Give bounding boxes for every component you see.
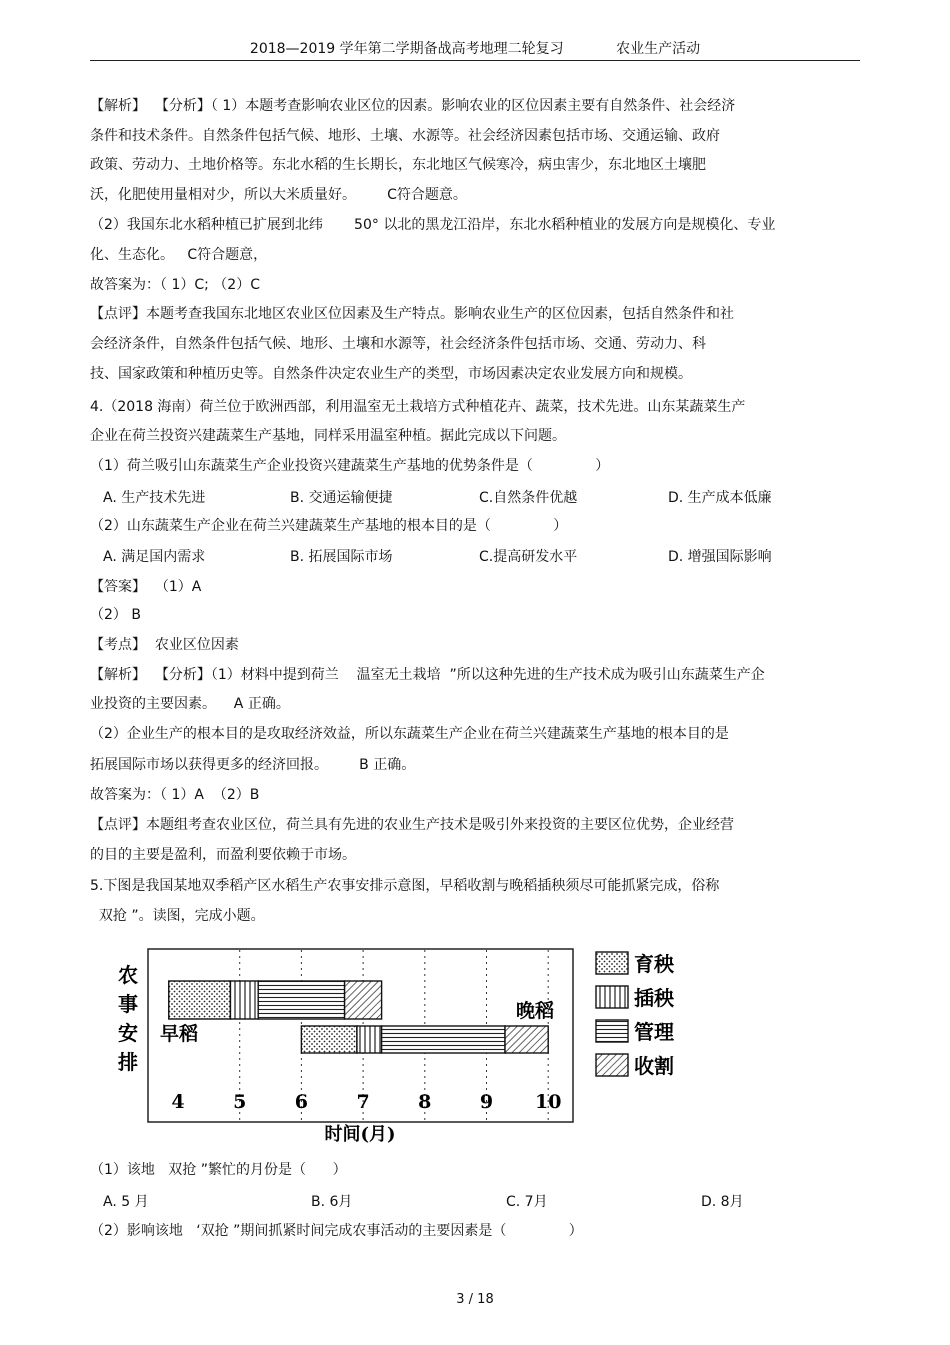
- option: A. 生产技术先进: [103, 490, 206, 506]
- text-line: 【解析】 【分析】（ 1）本题考查影响农业区位的因素。影响农业的区位因素主要有自然条件、社会经济: [90, 98, 736, 114]
- text-line: 故答案为：（ 1）A （2）B: [90, 787, 260, 803]
- text-line: 的目的主要是盈利，而盈利要依赖于市场。: [90, 847, 356, 863]
- header-title: 2018—2019 学年第二学期备战高考地理二轮复习: [249, 41, 564, 57]
- series-label-early: 早稻: [160, 1023, 199, 1045]
- text-line: 化、生态化。 C符合题意，: [90, 247, 268, 263]
- text-line: 5.下图是我国某地双季稻产区水稻生产农事安排示意图，早稻收割与晚稻插秧须尽可能抓紧完成，俗称: [90, 878, 720, 894]
- legend-swatch: [596, 1020, 628, 1042]
- bar-early-segment: [169, 981, 231, 1019]
- y-axis-label-4: 排: [118, 1050, 138, 1074]
- x-axis-label: 时间(月): [324, 1124, 396, 1145]
- bar-early-segment: [258, 981, 344, 1019]
- legend-label: 收割: [634, 1054, 674, 1078]
- x-tick-label: 8: [418, 1091, 432, 1113]
- x-tick-label: 5: [233, 1091, 247, 1113]
- option: D. 增强国际影响: [668, 549, 772, 565]
- x-tick-label: 4: [171, 1091, 185, 1113]
- text-line: 【考点】 农业区位因素: [90, 637, 239, 653]
- option: A. 满足国内需求: [103, 549, 206, 565]
- option: D. 生产成本低廉: [668, 490, 772, 506]
- text-line: 条件和技术条件。自然条件包括气候、地形、土壤、水源等。社会经济因素包括市场、交通运输、政府: [90, 128, 720, 144]
- text-line: （2）山东蔬菜生产企业在荷兰兴建蔬菜生产基地的根本目的是（ ）: [90, 518, 568, 534]
- x-tick-label: 7: [356, 1091, 370, 1113]
- page-header: [90, 38, 860, 61]
- bar-late-segment: [357, 1026, 382, 1053]
- option: C.自然条件优越: [479, 490, 578, 506]
- bar-early-segment: [345, 981, 382, 1019]
- text-line: 4.（2018 海南）荷兰位于欧洲西部，利用温室无土栽培方式种植花卉、蔬菜，技术先进。山东某蔬菜生产: [90, 399, 746, 415]
- text-line: 技、国家政策和种植历史等。自然条件决定农业生产的类型，市场因素决定农业发展方向和规模。: [90, 366, 692, 382]
- text-line: 拓展国际市场以获得更多的经济回报。 B 正确。: [90, 757, 416, 773]
- legend-swatch: [596, 1054, 628, 1076]
- x-tick-label: 9: [479, 1091, 494, 1113]
- text-line: 双抢 ”。读图，完成小题。: [90, 908, 265, 924]
- option: A. 5 月: [103, 1194, 149, 1210]
- legend-label: 插秧: [634, 986, 674, 1010]
- text-line: 【点评】本题考查我国东北地区农业区位因素及生产特点。影响农业生产的区位因素，包括自然条件和社: [90, 306, 734, 322]
- y-axis-label-3: 安: [118, 1021, 138, 1045]
- rice-schedule-chart: [108, 940, 708, 1145]
- bar-late-segment: [301, 1026, 357, 1053]
- option: C. 7月: [506, 1194, 548, 1210]
- y-axis-label-1: 农: [118, 963, 138, 987]
- option: B. 拓展国际市场: [290, 549, 393, 565]
- y-axis-label-2: 事: [118, 992, 138, 1016]
- series-label-late: 晚稻: [516, 1000, 555, 1022]
- option: D. 8月: [701, 1194, 744, 1210]
- text-line: 沃，化肥使用量相对少，所以大米质量好。 C符合题意。: [90, 187, 467, 203]
- option: C.提高研发水平: [479, 549, 578, 565]
- x-tick-label: 10: [534, 1091, 562, 1113]
- x-tick-label: 6: [294, 1091, 309, 1113]
- text-line: 会经济条件，自然条件包括气候、地形、土壤和水源等，社会经济条件包括市场、交通、劳动力、科: [90, 336, 706, 352]
- text-line: 故答案为：（ 1）C; （2）C: [90, 277, 260, 293]
- text-line: （2）我国东北水稻种植已扩展到北纬 50° 以北的黑龙江沿岸，东北水稻种植业的发展方向是规模化、专业: [90, 217, 776, 233]
- text-line: （2）企业生产的根本目的是攻取经济效益，所以东蔬菜生产企业在荷兰兴建蔬菜生产基地的根本目的是: [90, 726, 729, 742]
- option: B. 交通运输便捷: [290, 490, 393, 506]
- bar-late-segment: [505, 1026, 548, 1053]
- option: B. 6月: [311, 1194, 353, 1210]
- bar-early-segment: [230, 981, 258, 1019]
- text-line: 政策、劳动力、土地价格等。东北水稻的生长期长，东北地区气候寒冷，病虫害少，东北地区土壤肥: [90, 157, 706, 173]
- legend-swatch: [596, 986, 628, 1008]
- text-line: 【点评】本题组考查农业区位，荷兰具有先进的农业生产技术是吸引外来投资的主要区位优势，企业经营: [90, 817, 734, 833]
- text-line: 【解析】 【分析】（1）材料中提到荷兰 温室无土栽培 ”所以这种先进的生产技术成为吸引山东蔬菜生产企: [90, 667, 765, 683]
- bar-late-segment: [382, 1026, 505, 1053]
- text-line: （2） B: [90, 607, 141, 623]
- text-line: （2）影响该地 ‘双抢 ”期间抓紧时间完成农事活动的主要因素是（ ）: [90, 1223, 583, 1239]
- text-line: （1）该地 双抢 ”繁忙的月份是（ ）: [90, 1162, 347, 1178]
- legend-label: 育秧: [634, 952, 674, 976]
- text-line: 【答案】 （1）A: [90, 579, 202, 595]
- legend-label: 管理: [634, 1020, 674, 1044]
- header-topic: 农业生产活动: [616, 41, 701, 57]
- page-number: 3 / 18: [456, 1292, 494, 1307]
- legend-swatch: [596, 952, 628, 974]
- text-line: 业投资的主要因素。 A 正确。: [90, 696, 290, 712]
- text-line: 企业在荷兰投资兴建蔬菜生产基地，同样采用温室种植。据此完成以下问题。: [90, 428, 566, 444]
- text-line: （1）荷兰吸引山东蔬菜生产企业投资兴建蔬菜生产基地的优势条件是（ ）: [90, 458, 610, 474]
